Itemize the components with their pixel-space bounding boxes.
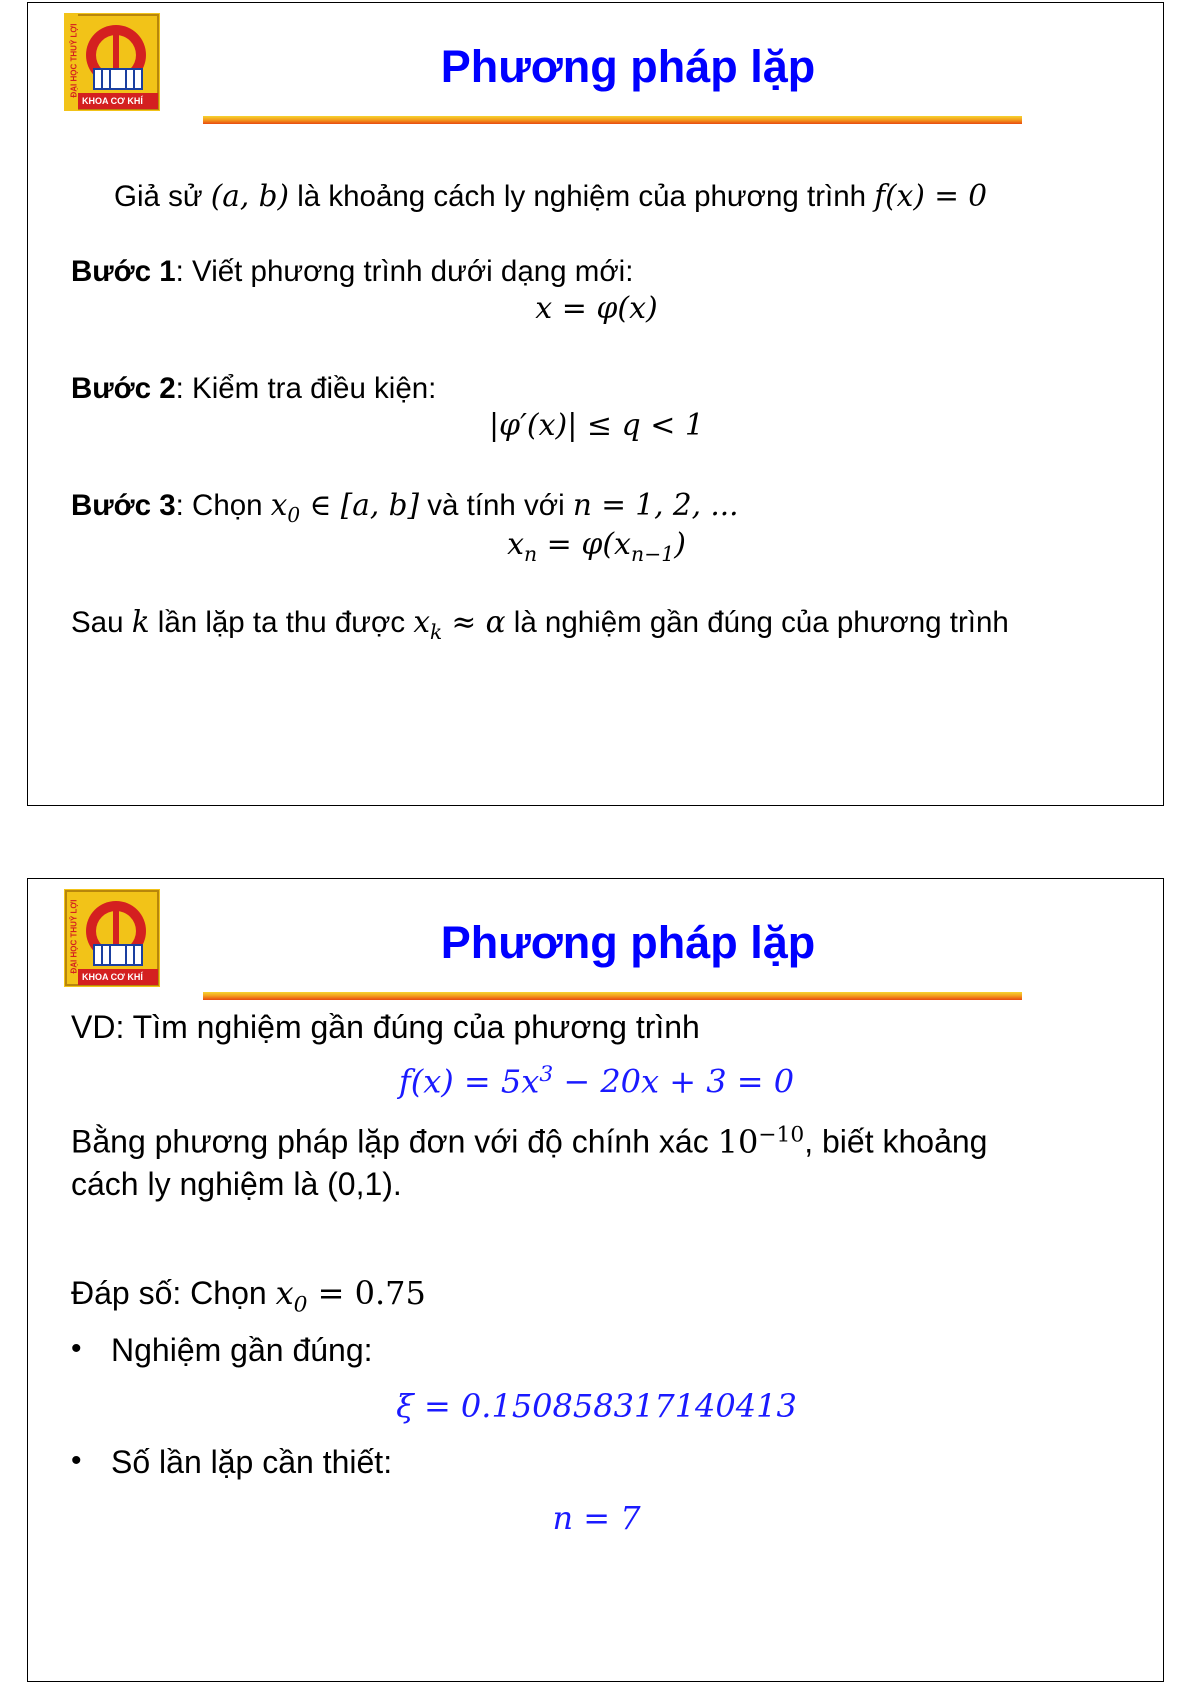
intro-line: Giả sử (a, b) là khoảng cách ly nghiệm của phương trình f(x) = 0 bbox=[114, 179, 988, 213]
slide-2 bbox=[27, 878, 1164, 1682]
bullet-marker: • bbox=[71, 1444, 82, 1477]
example-line: VD: Tìm nghiệm gần đúng của phương trình bbox=[71, 1009, 700, 1045]
method-line-1: Bằng phương pháp lặp đơn với độ chính xác $10^{-10}$, biết khoảng bbox=[71, 1122, 988, 1161]
logo-text-bottom: KHOA CƠ KHÍ bbox=[82, 972, 143, 982]
bullet-marker: • bbox=[71, 1332, 82, 1365]
iterations-equation: n = 7 bbox=[552, 1499, 641, 1537]
conclusion-line: Sau k lần lặp ta thu được $x_k \approx \alpha$ là nghiệm gần đúng của phương trình bbox=[71, 605, 1009, 644]
slide-title: Phương pháp lặp bbox=[440, 41, 816, 92]
university-logo bbox=[64, 889, 160, 987]
title-underline bbox=[203, 992, 1022, 1000]
method-line-2: cách ly nghiệm là (0,1). bbox=[71, 1166, 402, 1202]
example-equation: $f(x) = 5x^3 - 20x + 3 = 0$ bbox=[398, 1062, 795, 1101]
logo-text-bottom: KHOA CƠ KHÍ bbox=[82, 96, 143, 106]
logo-text-top: ĐẠI HỌC THUỶ LỢI bbox=[69, 899, 79, 974]
answer-line: Đáp số: Chọn $x_0 = 0.75$ bbox=[71, 1274, 426, 1318]
step-3-line: Bước 3: Chọn $x_0$ ∈ [a, b] và tính với n = 1, 2, ... bbox=[71, 488, 739, 527]
university-logo bbox=[64, 13, 160, 111]
slide-title: Phương pháp lặp bbox=[440, 917, 816, 968]
step-1-equation: x = φ(x) bbox=[535, 291, 658, 326]
slide-1 bbox=[27, 2, 1164, 806]
step-2-line: Bước 2: Kiểm tra điều kiện: bbox=[71, 372, 437, 405]
logo-text-top: ĐẠI HỌC THUỶ LỢI bbox=[69, 23, 79, 98]
title-underline bbox=[203, 116, 1022, 124]
bullet-iterations-label: Số lần lặp cần thiết: bbox=[111, 1444, 393, 1480]
bullet-root-label: Nghiệm gần đúng: bbox=[111, 1332, 373, 1368]
root-equation: ξ = 0.150858317140413 bbox=[396, 1387, 797, 1425]
step-3-equation: $x_n = \varphi(x_{n-1})$ bbox=[507, 527, 686, 566]
step-2-equation: |φ′(x)| ≤ q < 1 bbox=[488, 408, 705, 443]
step-1-line: Bước 1: Viết phương trình dưới dạng mới: bbox=[71, 255, 634, 288]
